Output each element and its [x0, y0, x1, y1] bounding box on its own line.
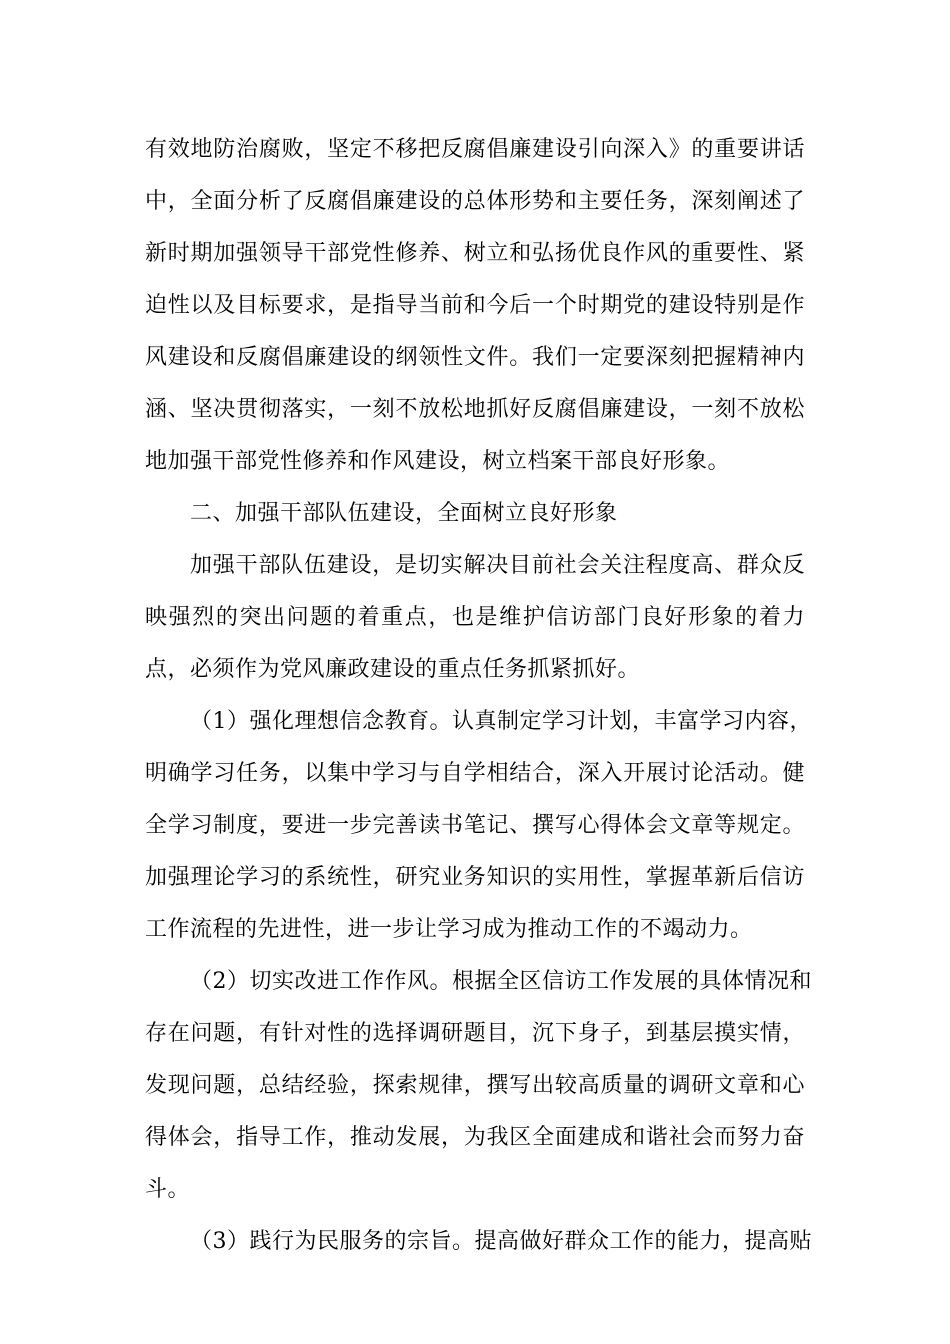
text-line: 点，必须作为党风廉政建设的重点任务抓紧抓好。	[145, 657, 641, 682]
text-line: 加强理论学习的系统性，研究业务知识的实用性，掌握革新后信访	[145, 865, 805, 890]
text-line: 明确学习任务，以集中学习与自学相结合，深入开展讨论活动。健	[145, 761, 805, 786]
text-line: 存在问题，有针对性的选择调研题目，沉下身子，到基层摸实情，	[145, 1021, 805, 1046]
text-line: 有效地防治腐败，坚定不移把反腐倡廉建设引向深入》的重要讲话	[145, 137, 805, 162]
text-line: 发现问题，总结经验，探索规律，撰写出较高质量的调研文章和心	[145, 1073, 805, 1098]
text-line: 全学习制度，要进一步完善读书笔记、撰写心得体会文章等规定。	[145, 813, 805, 838]
text-line: 迫性以及目标要求，是指导当前和今后一个时期党的建设特别是作	[145, 293, 805, 318]
text-line: （1）强化理想信念教育。认真制定学习计划，丰富学习内容，	[190, 709, 812, 734]
text-line: 斗。	[145, 1177, 191, 1202]
text-line: 得体会，指导工作，推动发展，为我区全面建成和谐社会而努力奋	[145, 1125, 805, 1150]
text-line: 工作流程的先进性，进一步让学习成为推动工作的不竭动力。	[145, 917, 753, 942]
text-line: （2）切实改进工作作风。根据全区信访工作发展的具体情况和	[190, 969, 812, 994]
section-heading: 二、加强干部队伍建设，全面树立良好形象	[190, 501, 618, 526]
text-line: 加强干部队伍建设，是切实解决目前社会关注程度高、群众反	[190, 553, 805, 578]
text-line: 新时期加强领导干部党性修养、树立和弘扬优良作风的重要性、紧	[145, 241, 805, 266]
text-line: （3）践行为民服务的宗旨。提高做好群众工作的能力，提高贴	[190, 1229, 812, 1254]
text-line: 映强烈的突出问题的着重点，也是维护信访部门良好形象的着力	[145, 605, 805, 630]
text-line: 涵、坚决贯彻落实，一刻不放松地抓好反腐倡廉建设，一刻不放松	[145, 397, 805, 422]
text-line: 中，全面分析了反腐倡廉建设的总体形势和主要任务，深刻阐述了	[145, 189, 805, 214]
text-line: 地加强干部党性修养和作风建设，树立档案干部良好形象。	[145, 449, 731, 474]
text-line: 风建设和反腐倡廉建设的纲领性文件。我们一定要深刻把握精神内	[145, 345, 805, 370]
